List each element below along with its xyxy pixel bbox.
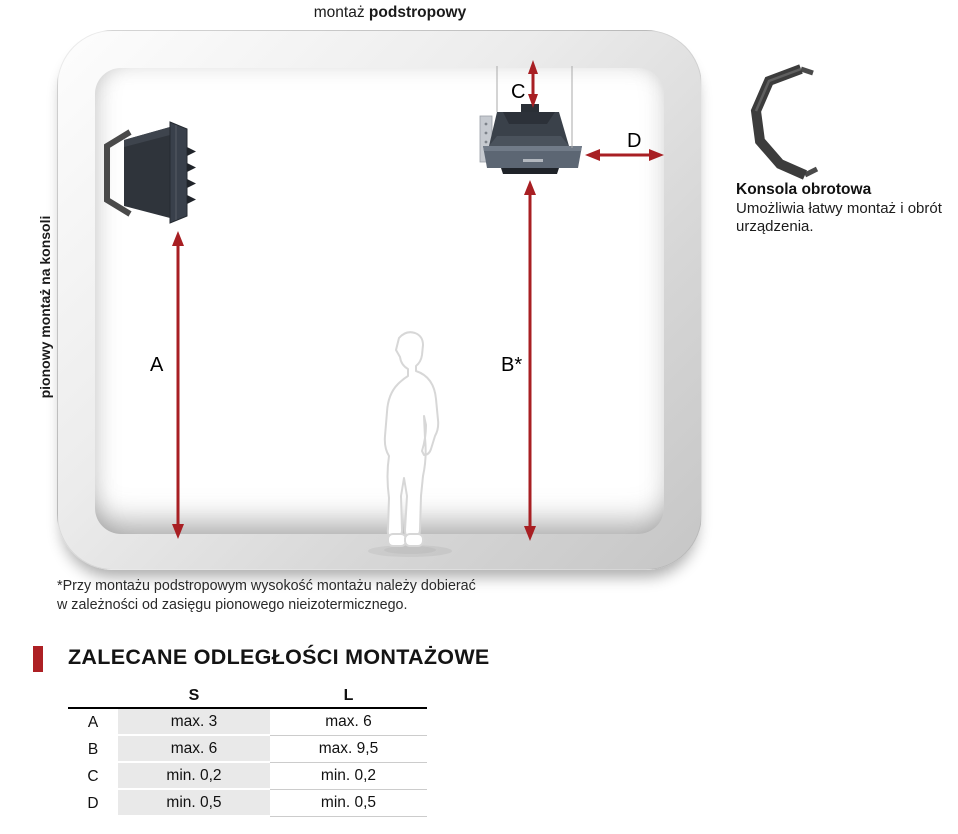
- cell-l: min. 0,2: [270, 763, 427, 790]
- row-label: C: [87, 767, 99, 785]
- rotating-console-icon: [735, 56, 825, 186]
- cell-l: max. 9,5: [270, 736, 427, 763]
- table-row: [68, 736, 427, 763]
- room-frame: [57, 30, 702, 570]
- dim-label-c: C: [511, 81, 526, 103]
- table-header-row: [68, 684, 427, 709]
- console-description: Umożliwia łatwy montaż i obrót urządzenia.: [736, 200, 942, 236]
- vertical-mount-caption: pionowy montaż na konsoli: [37, 215, 53, 399]
- table-row: [68, 763, 427, 790]
- row-label: B: [87, 740, 99, 758]
- table-row: [68, 790, 427, 817]
- heading-accent-bar: [33, 646, 43, 672]
- caption-bold: podstropowy: [368, 4, 467, 21]
- cell-s: max. 3: [118, 709, 270, 736]
- section-title: ZALECANE ODLEGŁOŚCI MONTAŻOWE: [68, 645, 490, 669]
- footnote: [57, 577, 476, 614]
- header-s: S: [118, 684, 270, 709]
- row-label: D: [87, 794, 99, 812]
- dim-label-b: B*: [501, 354, 523, 376]
- header-l: L: [270, 684, 427, 709]
- room-interior: [95, 68, 664, 534]
- cell-l: min. 0,5: [270, 790, 427, 817]
- footnote-line1: *Przy montażu podstropowym wysokość montażu należy dobierać: [57, 578, 476, 594]
- cell-s: max. 6: [118, 736, 270, 763]
- dim-label-a: A: [150, 354, 164, 376]
- console-title: Konsola obrotowa: [736, 181, 872, 198]
- caption-regular: montaż: [313, 4, 365, 21]
- ceiling-mount-caption: [250, 4, 530, 22]
- cell-l: max. 6: [270, 709, 427, 736]
- header-empty: [68, 684, 118, 709]
- dim-label-d: D: [627, 130, 642, 152]
- distances-table: [68, 684, 427, 817]
- cell-s: min. 0,5: [118, 790, 270, 817]
- footnote-line2: w zależności od zasięgu pionowego nieizotermicznego.: [57, 596, 408, 613]
- row-label: A: [87, 713, 99, 731]
- table-row: [68, 709, 427, 736]
- cell-s: min. 0,2: [118, 763, 270, 790]
